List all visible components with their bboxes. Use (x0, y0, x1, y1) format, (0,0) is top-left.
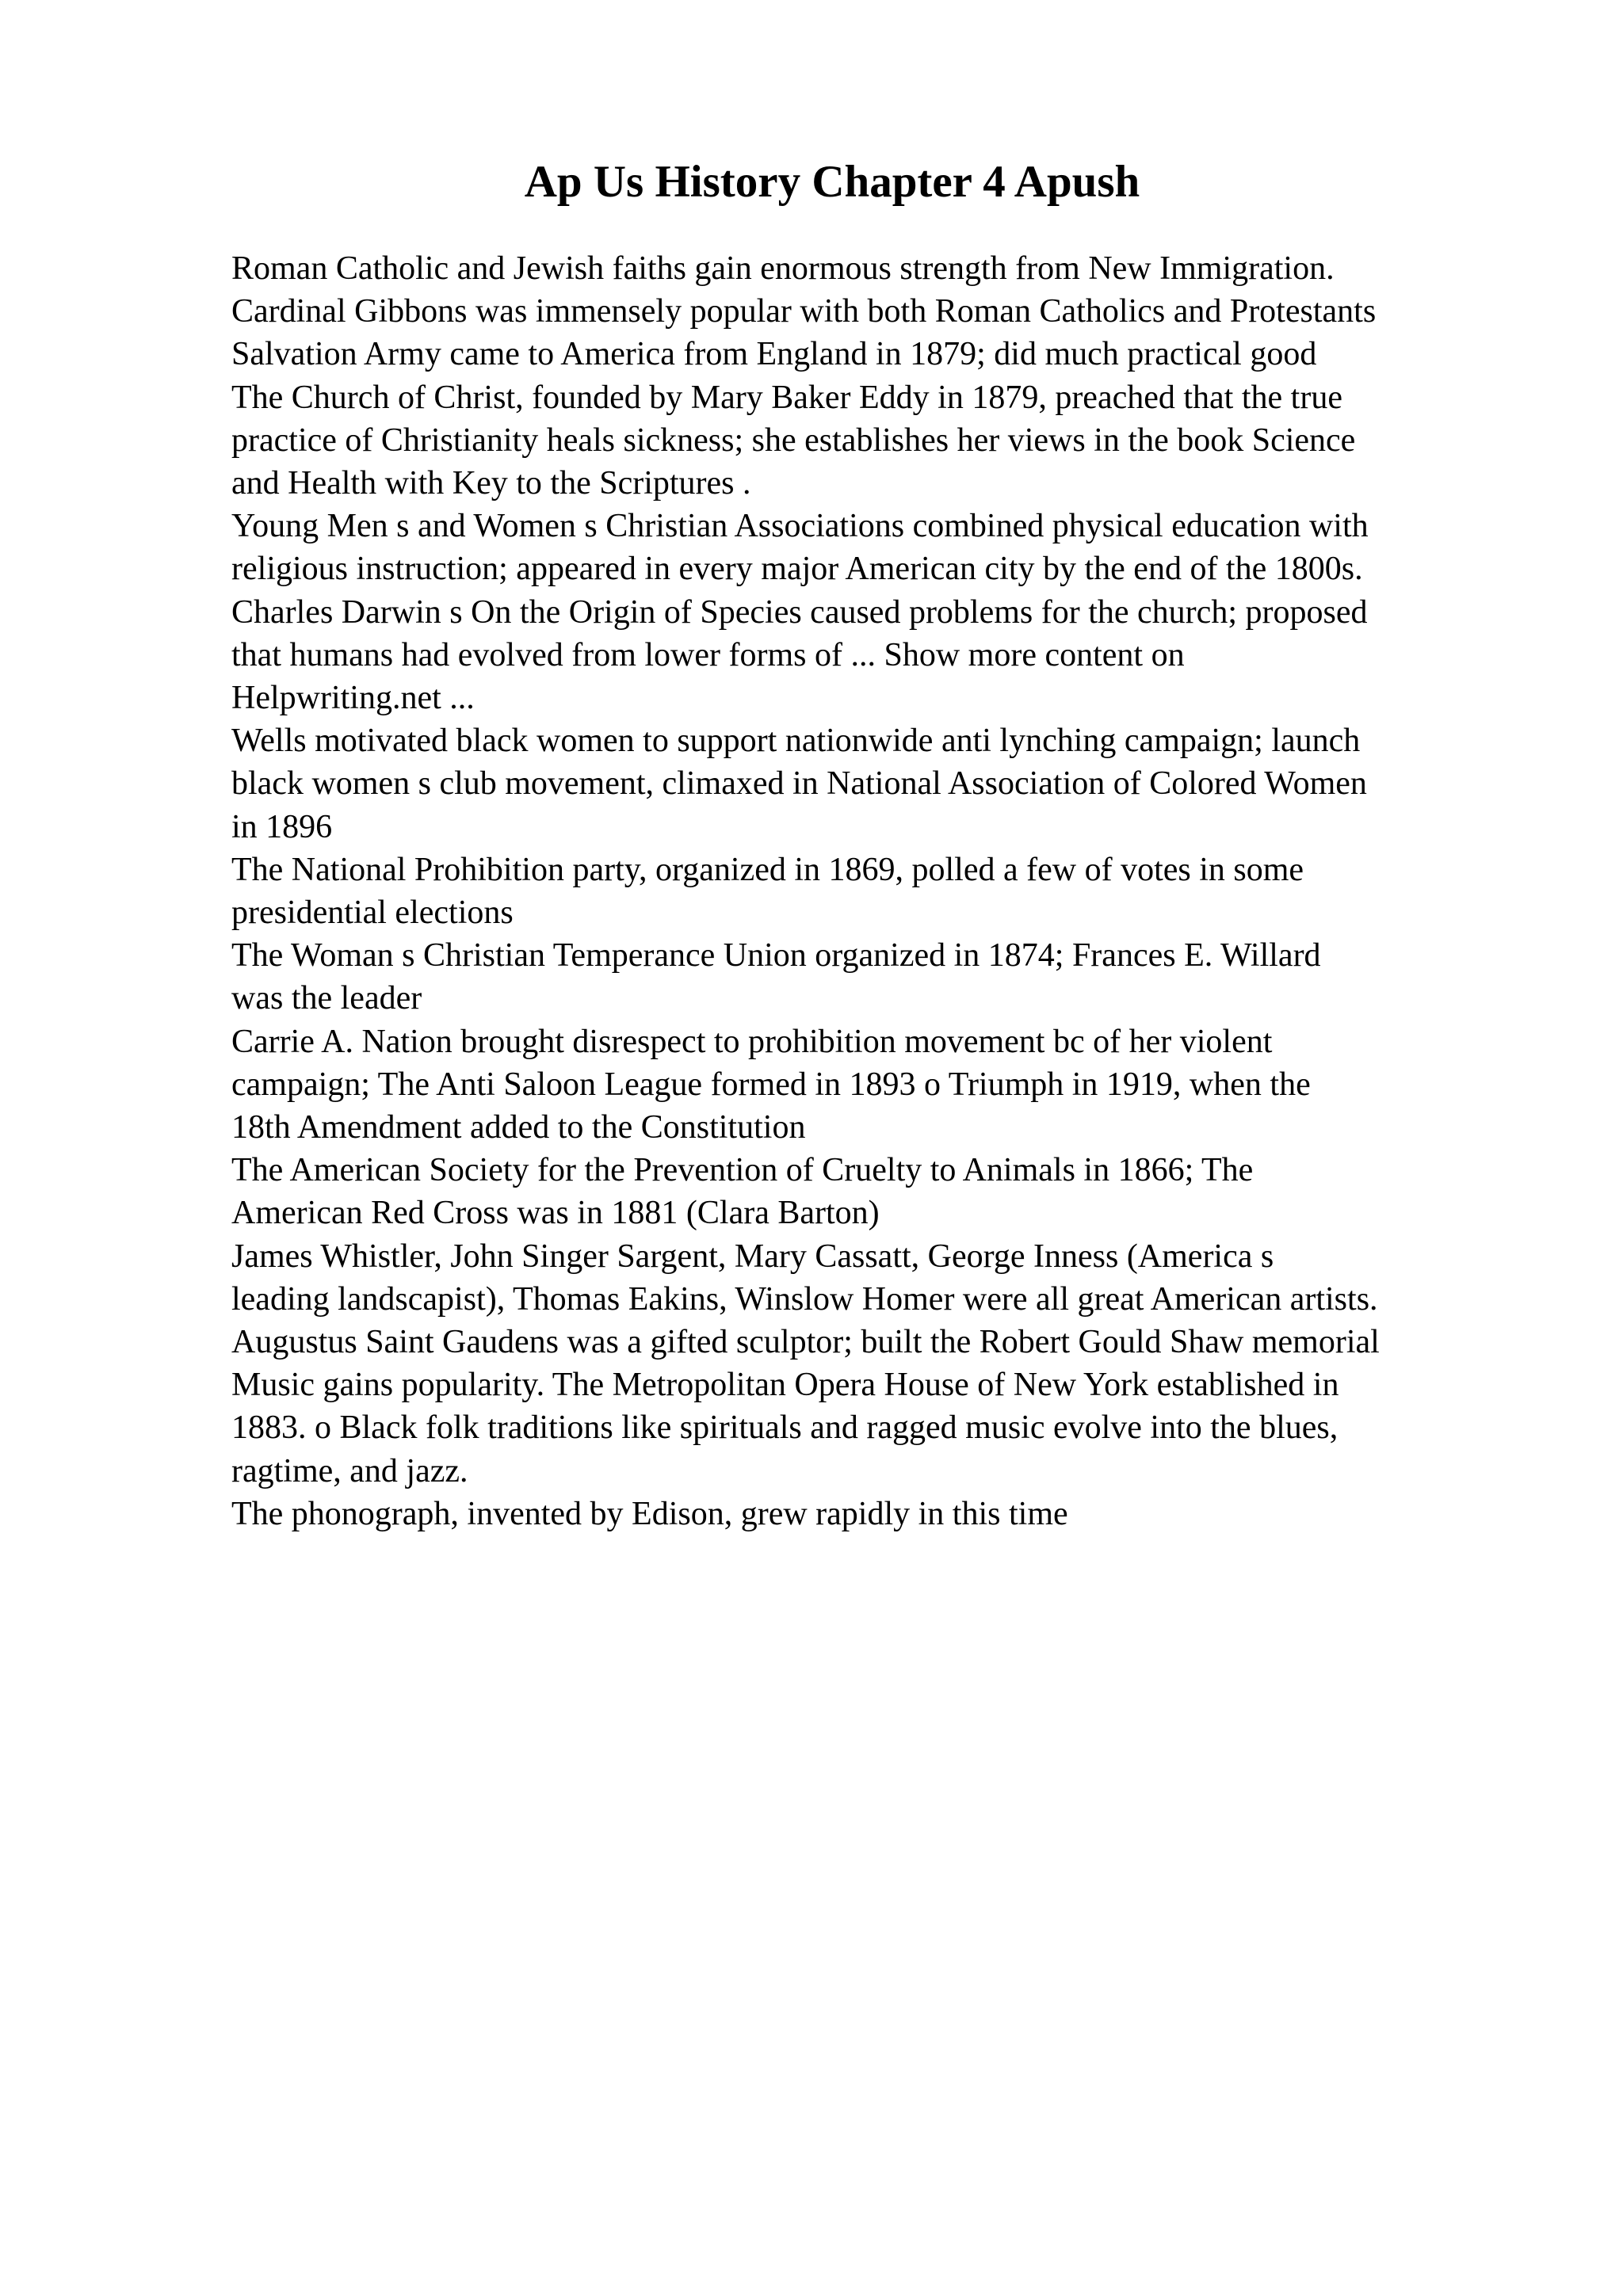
body-line: ragtime, and jazz. (231, 1452, 468, 1489)
body-line: 1883. o Black folk traditions like spirituals and ragged music evolve into the blues, (231, 1409, 1338, 1447)
body-line: was the leader (231, 980, 422, 1017)
body-line: Salvation Army came to America from England in 1879; did much practical good (231, 336, 1317, 373)
body-line: leading landscapist), Thomas Eakins, Winslow Homer were all great American artists. (231, 1280, 1378, 1318)
body-line: practice of Christianity heals sickness; she establishes her views in the book Science (231, 421, 1356, 459)
body-line: Augustus Saint Gaudens was a gifted sculptor; built the Robert Gould Shaw memorial (231, 1324, 1380, 1361)
body-line: campaign; The Anti Saloon League formed in 1893 o Triumph in 1919, when the (231, 1066, 1311, 1103)
body-line: 18th Amendment added to the Constitution (231, 1109, 806, 1146)
body-line: presidential elections (231, 894, 514, 932)
body-line: in 1896 (231, 808, 333, 845)
body-line: The phonograph, invented by Edison, grew rapidly in this time (231, 1495, 1068, 1532)
body-line: The Church of Christ, founded by Mary Baker Eddy in 1879, preached that the true (231, 379, 1342, 416)
body-line: American Red Cross was in 1881 (Clara Barton) (231, 1195, 880, 1232)
body-line: The American Society for the Prevention of Cruelty to Animals in 1866; The (231, 1152, 1254, 1189)
body-line: Cardinal Gibbons was immensely popular with both Roman Catholics and Protestants (231, 293, 1377, 330)
body-line: religious instruction; appeared in every major American city by the end of the 1800s. (231, 551, 1363, 588)
body-line: black women s club movement, climaxed in National Association of Colored Women (231, 765, 1367, 803)
body-line: Carrie A. Nation brought disrespect to prohibition movement bc of her violent (231, 1023, 1273, 1060)
body-line: Music gains popularity. The Metropolitan Opera House of New York established in (231, 1367, 1339, 1404)
body-line: Roman Catholic and Jewish faiths gain enormous strength from New Immigration. (231, 250, 1335, 287)
body-line: that humans had evolved from lower forms of ... Show more content on (231, 636, 1185, 673)
body-line: Charles Darwin s On the Origin of Species caused problems for the church; proposed (231, 593, 1368, 631)
body-line: The Woman s Christian Temperance Union organized in 1874; Frances E. Willard (231, 937, 1321, 974)
body-line: Young Men s and Women s Christian Associations combined physical education with (231, 508, 1369, 545)
document-body (231, 247, 1515, 1535)
body-line: James Whistler, John Singer Sargent, Mary Cassatt, George Inness (America s (231, 1238, 1274, 1275)
body-line: and Health with Key to the Scriptures . (231, 465, 751, 502)
body-line: Helpwriting.net ... (231, 680, 475, 717)
body-line: Wells motivated black women to support nationwide anti lynching campaign; launch (231, 723, 1361, 760)
document-title: Ap Us History Chapter 4 Apush (524, 157, 1140, 207)
body-line: The National Prohibition party, organized in 1869, polled a few of votes in some (231, 851, 1304, 888)
